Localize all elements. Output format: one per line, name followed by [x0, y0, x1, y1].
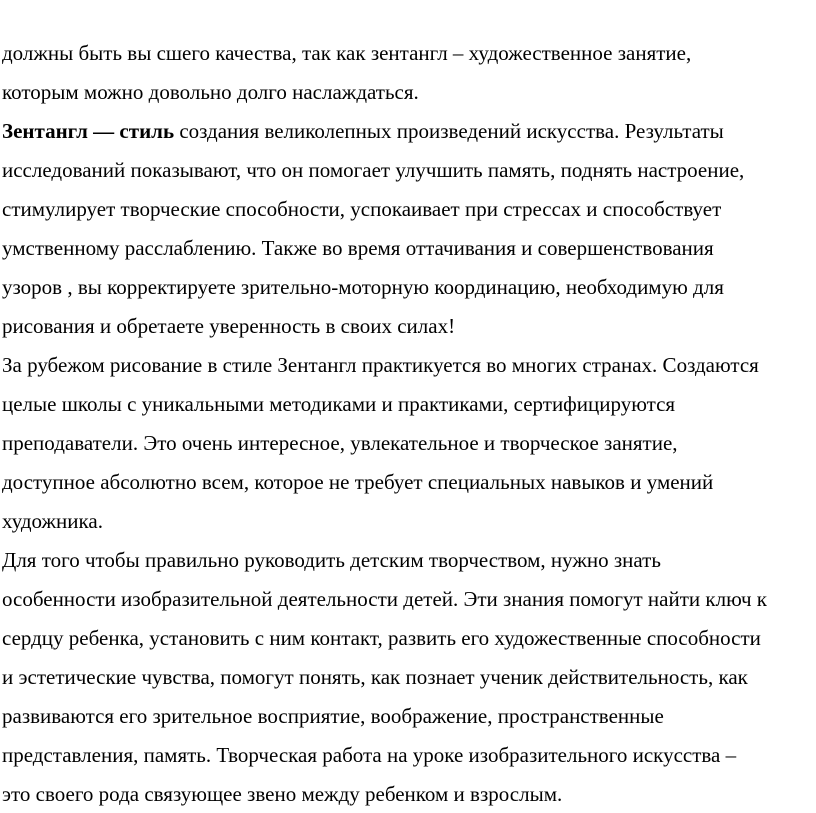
- text-line-9: За рубежом рисование в стиле Зентангл практикуется во многих странах. Создаются: [2, 353, 759, 377]
- text-line-14: Для того чтобы правильно руководить детским творчеством, нужно знать: [2, 548, 661, 572]
- text-line-1: должны быть вы сшего качества, так как зентангл – художественное занятие,: [2, 41, 692, 65]
- text-line-4: исследований показывают, что он помогает улучшить память, поднять настроение,: [2, 158, 745, 182]
- text-line-18: развиваются его зрительное восприятие, воображение, пространственные: [2, 704, 664, 728]
- text-line-19: представления, память. Творческая работа на уроке изобразительного искусства –: [2, 743, 737, 767]
- text-line-12: доступное абсолютно всем, которое не требует специальных навыков и умений: [2, 470, 714, 494]
- bold-term: Зентангл — стиль: [2, 119, 175, 143]
- text-line-15: особенности изобразительной деятельности детей. Эти знания помогут найти ключ к: [2, 587, 767, 611]
- text-line-2: которым можно довольно долго наслаждаться.: [2, 80, 419, 104]
- text-line-6: умственному расслаблению. Также во время оттачивания и совершенствования: [2, 236, 714, 260]
- text-line-11: преподаватели. Это очень интересное, увлекательное и творческое занятие,: [2, 431, 678, 455]
- text-line-5: стимулирует творческие способности, успокаивает при стрессах и способствует: [2, 197, 722, 221]
- text-line-16: сердцу ребенка, установить с ним контакт, развить его художественные способности: [2, 626, 761, 650]
- text-line-17: и эстетические чувства, помогут понять, как познает ученик действительность, как: [2, 665, 748, 689]
- text-line-20: это своего рода связующее звено между ребенком и взрослым.: [2, 782, 563, 806]
- text-line-8: рисования и обретаете уверенность в своих силах!: [2, 314, 456, 338]
- text-line-3: Зентангл — стиль создания великолепных произведений искусства. Результаты: [2, 119, 724, 143]
- text-line-13: художника.: [2, 509, 103, 533]
- text-line-7: узоров , вы корректируете зрительно-моторную координацию, необходимую для: [2, 275, 724, 299]
- text-line-10: целые школы с уникальными методиками и практиками, сертифицируются: [2, 392, 676, 416]
